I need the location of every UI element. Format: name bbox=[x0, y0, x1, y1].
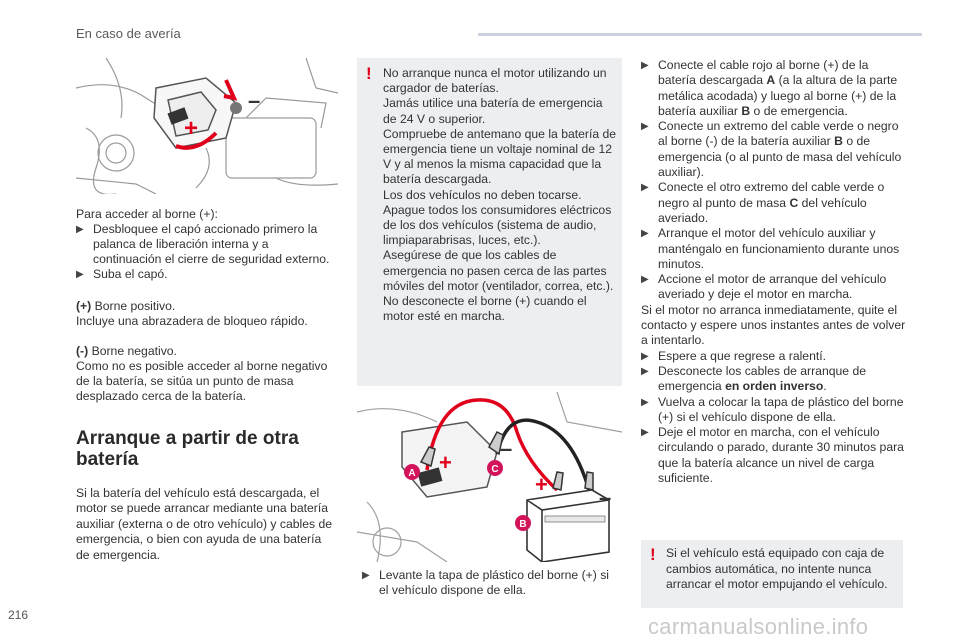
bullet-icon: ▶ bbox=[641, 60, 649, 71]
negative-sign-icon: – bbox=[599, 485, 612, 510]
page-number: 216 bbox=[8, 608, 29, 622]
positive-sign-icon: + bbox=[535, 472, 548, 497]
jump-start-figure bbox=[357, 392, 622, 562]
bullet-icon: ▶ bbox=[641, 365, 649, 377]
negative-sign-icon: – bbox=[500, 436, 513, 461]
jump-cables-illustration bbox=[357, 392, 622, 562]
list-item: ▶ Conecte un extremo del cable verde o negro al borne (-) de la batería auxiliar B o de emergencia (o al punto de masa del vehículo auxiliar). bbox=[641, 119, 902, 180]
list-item: ▶ Espere a que regrese a ralentí. bbox=[641, 348, 827, 363]
ground-point bbox=[230, 102, 242, 114]
bullet-icon: ▶ bbox=[641, 427, 649, 439]
list-item: ▶ Desbloquee el capó accionado primero la palanca de liberación interna y a continuación el cierre de seguridad externo. bbox=[76, 222, 330, 266]
warning-text: No arranque nunca el motor utilizando un cargador de baterías. Jamás utilice una batería de emergencia de 24 V o superior. Compruebe de antemano que la batería de emergencia tiene un voltaje nominal de 12 V y al menos la misma capacidad que la batería descargada. Los dos vehículos no deben tocarse. Apague todos los consumidores eléctricos de los dos vehículos (sistema de audio, limpiaparabrisas, luces, etc.). Asegúrese de que los cables de emergencia no pasen cerca de las partes móviles del motor (ventilador, correa, etc.). No desconecte el borne (+) cuando el motor esté en marcha. bbox=[383, 66, 617, 324]
middle-list bbox=[362, 568, 620, 598]
battery-access-figure bbox=[76, 58, 338, 194]
access-intro: Para acceder al borne (+): bbox=[76, 207, 218, 221]
positive-sign-icon: + bbox=[439, 450, 452, 475]
left-column bbox=[76, 207, 338, 563]
list-item: ▶ Vuelva a colocar la tapa de plástico del borne (+) si el vehículo dispone de ella. bbox=[641, 394, 904, 424]
callout-a-label: A bbox=[408, 468, 416, 479]
list-item: ▶ Desconecte los cables de arranque de emergencia en orden inverso. bbox=[641, 363, 866, 394]
callout-c-label: C bbox=[491, 464, 499, 475]
positive-sign-icon: + bbox=[184, 115, 199, 142]
bullet-icon: ▶ bbox=[641, 121, 649, 133]
bullet-icon: ▶ bbox=[641, 274, 649, 286]
section-heading: Arranque a partir de otra batería bbox=[76, 428, 299, 470]
negative-terminal-note: Como no es posible acceder al borne negativo de la batería, se sitúa un punto de masa desplazado cerca de la batería. bbox=[76, 359, 328, 403]
callout-b-label: B bbox=[519, 519, 527, 530]
intro-paragraph: Si la batería del vehículo está descargada, el motor se puede arrancar mediante una batería auxiliar (externa o de otro vehículo) y cables de emergencia, o bien con ayuda de una batería de emergencia. bbox=[76, 486, 333, 562]
list-item: ▶ Conecte el cable rojo al borne (+) de la batería descargada A (a la altura de la parte metálica acodada) y luego al borne (+) de la batería auxiliar B o de emergencia. bbox=[641, 58, 898, 118]
warning-icon: ! bbox=[366, 64, 372, 83]
note-text: Si el vehículo está equipado con caja de cambios automática, no intente nunca arrancar el motor empujando el vehículo. bbox=[666, 546, 888, 591]
list-item: ▶ Levante la tapa de plástico del borne (+) si el vehículo dispone de ella. bbox=[362, 568, 610, 597]
bullet-icon: ▶ bbox=[76, 269, 84, 280]
list-item: ▶ Accione el motor de arranque del vehículo averiado y deje el motor en marcha. bbox=[641, 272, 887, 302]
bullet-icon: ▶ bbox=[641, 396, 649, 408]
list-item: ▶ Suba el capó. bbox=[76, 267, 168, 281]
list-item: ▶ Deje el motor en marcha, con el vehículo circulando o parado, durante 30 minutos para que la batería alcance un nivel de carga suficiente. bbox=[641, 425, 904, 486]
positive-terminal-note: Incluye una abrazadera de bloqueo rápido. bbox=[76, 314, 308, 328]
right-column bbox=[641, 58, 906, 486]
bullet-icon: ▶ bbox=[641, 182, 649, 194]
retry-paragraph: Si el motor no arranca inmediatamente, quite el contacto y espere unos instantes antes de volver a intentarlo. bbox=[641, 302, 906, 348]
bullet-icon: ▶ bbox=[362, 570, 370, 581]
bullet-icon: ▶ bbox=[76, 224, 84, 235]
engine-bay-illustration bbox=[76, 58, 338, 194]
watermark: carmanualsonline.info bbox=[648, 614, 869, 639]
positive-terminal-desc: (+) Borne positivo. bbox=[76, 299, 176, 313]
bullet-icon: ▶ bbox=[641, 228, 649, 240]
negative-terminal-desc: (-) Borne negativo. bbox=[76, 344, 177, 358]
negative-sign-icon: – bbox=[248, 88, 261, 113]
list-item: ▶ Arranque el motor del vehículo auxiliar y manténgalo en funcionamiento durante unos minutos. bbox=[641, 226, 900, 271]
section-title: En caso de avería bbox=[76, 26, 181, 41]
warning-icon: ! bbox=[650, 545, 656, 564]
bullet-icon: ▶ bbox=[641, 350, 649, 362]
list-item: ▶ Conecte el otro extremo del cable verde o negro al punto de masa C del vehículo averiado. bbox=[641, 180, 885, 225]
section-divider bbox=[478, 33, 922, 36]
